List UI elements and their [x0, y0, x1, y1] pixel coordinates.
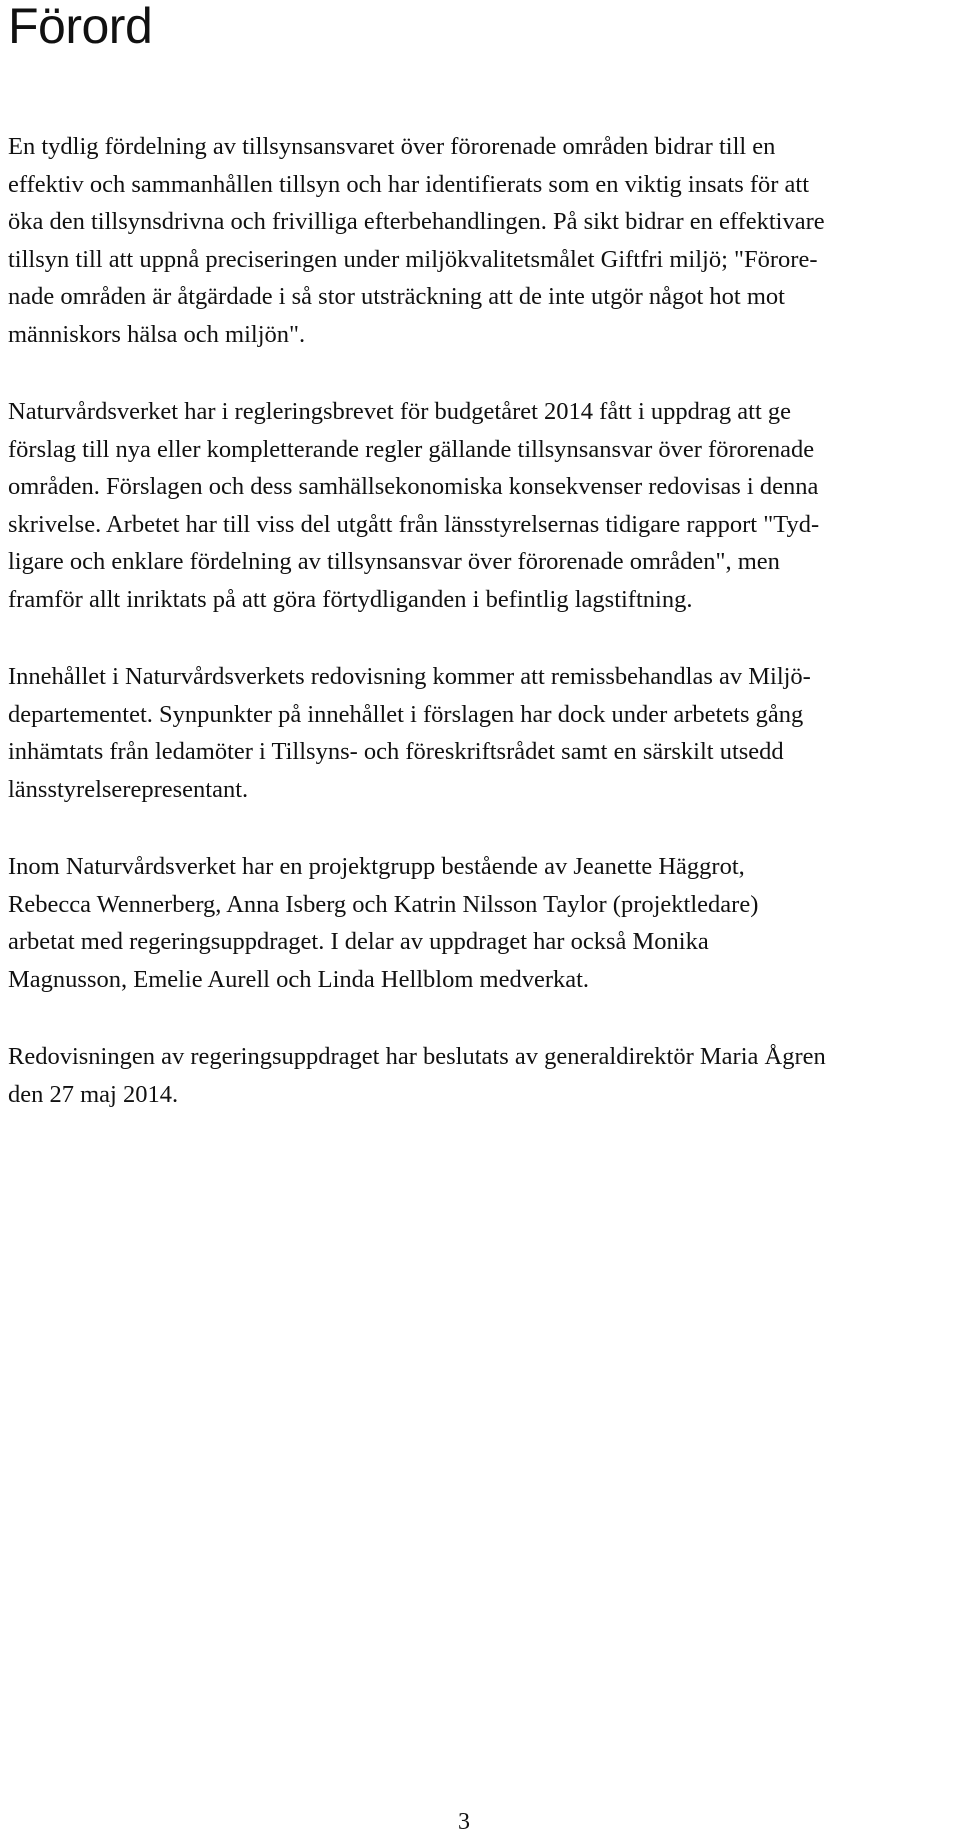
paragraph-consultation: Innehållet i Naturvårdsverkets redovisning kommer att remissbehandlas av Miljö- departementet. Synpunkter på innehållet i förslagen har dock under arbetets gång inhämtats från ledamöter i Tillsyns- och föreskriftsrådet samt en särskilt utsedd länsstyrelserepresentant.: [8, 663, 811, 803]
paragraph-assignment: Naturvårdsverket har i regleringsbrevet för budgetåret 2014 fått i uppdrag att ge förslag till nya eller kompletterande regler gällande tillsynsansvar över förorenade områden. Förslagen och dess samhällsekonomiska konsekvenser redovisas i denna skrivelse. Arbetet har till viss del utgått från länsstyrelsernas tidigare rapport "Tyd- ligare och enklare fördelning av tillsynsansvar över förorenade områden", men framför allt inriktats på att göra förtydliganden i befintlig lagstiftning.: [8, 398, 820, 613]
paragraph-project-group: Inom Naturvårdsverket har en projektgrupp bestående av Jeanette Häggrot, Rebecca Wennerberg, Anna Isberg och Katrin Nilsson Taylor (projektledare) arbetat med regeringsuppdraget. I delar av uppdraget har också Monika Magnusson, Emelie Aurell och Linda Hellblom medverkat.: [8, 853, 759, 993]
paragraph-decision: Redovisningen av regeringsuppdraget har beslutats av generaldirektör Maria Ågren den 27 maj 2014.: [8, 1043, 826, 1108]
document-body: [8, 128, 948, 1153]
page-title: Förord: [8, 0, 153, 54]
page-number: 3: [458, 1809, 470, 1835]
paragraph-intro: En tydlig fördelning av tillsynsansvaret över förorenade områden bidrar till en effektiv och sammanhållen tillsyn och har identifierats som en viktig insats för att öka den tillsynsdrivna och frivilliga efterbehandlingen. På sikt bidrar en effektivare tillsyn till att uppnå preciseringen under miljökvalitetsmålet Giftfri miljö; "Förore- nade områden är åtgärdade i så stor utsträckning att de inte utgör något hot mot människors hälsa och miljön".: [8, 133, 825, 348]
